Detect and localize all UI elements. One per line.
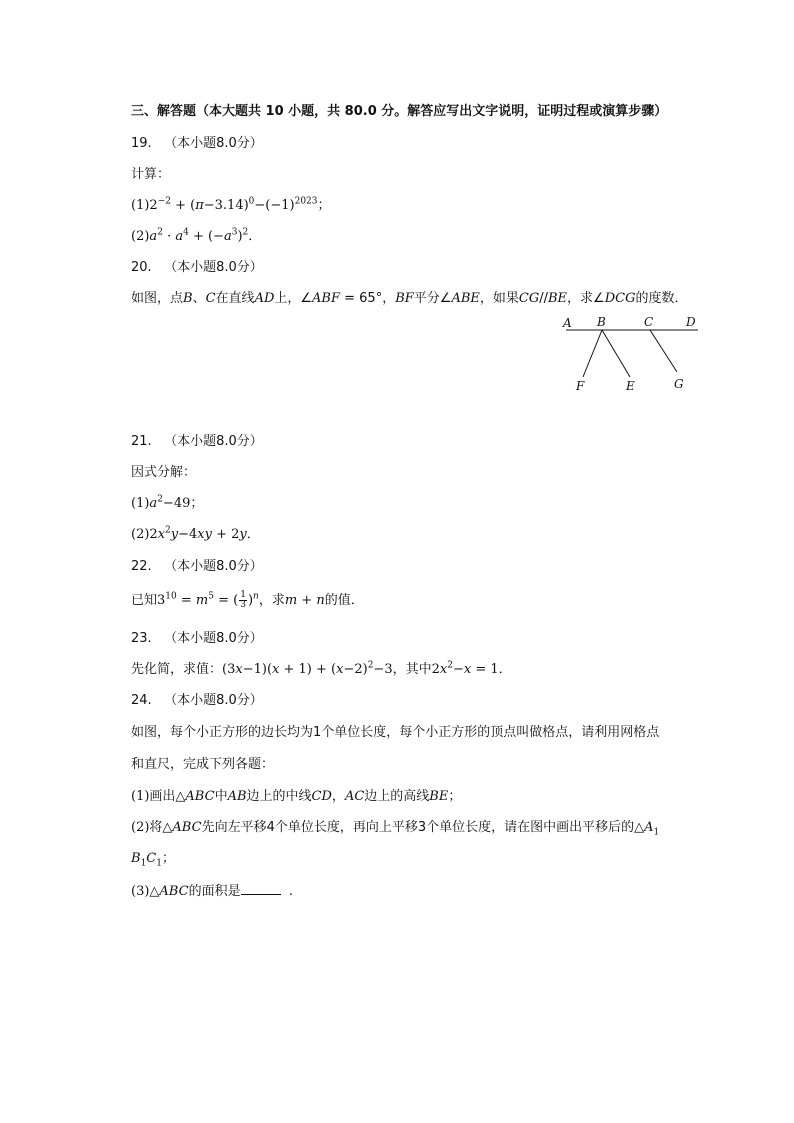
line-be — [602, 330, 630, 377]
section-title: 三、解答题（本大题共 10 小题，共 80.0 分。解答应写出文字说明，证明过程或演算步骤） — [131, 104, 668, 119]
question-number: 20. — [131, 260, 152, 275]
question-23-text: 先化简，求值：$(3x-1)(x + 1) + (x-2)^2-3$，其中$2x^2-x = 1$． — [131, 660, 512, 677]
question-number: 23. — [131, 631, 152, 646]
question-21-header — [131, 433, 263, 451]
answer-blank[interactable] — [241, 882, 281, 895]
label-c: C — [644, 315, 654, 329]
label-e: E — [626, 379, 635, 393]
question-23-header — [131, 630, 263, 648]
label-a: A — [563, 316, 572, 330]
question-24-part-2-line-2: $B_1C_1$； — [131, 851, 175, 869]
question-20-figure — [558, 312, 708, 398]
question-score: （本小题8.0分） — [164, 631, 263, 646]
question-19-header — [131, 135, 263, 153]
label-f: F — [576, 379, 585, 393]
line-bf — [583, 330, 602, 377]
question-score: （本小题8.0分） — [164, 434, 263, 449]
question-number: 22. — [131, 559, 152, 574]
question-number: 19. — [131, 136, 152, 151]
question-number: 21. — [131, 434, 152, 449]
question-24-part-3: (3)△ABC的面积是 . — [131, 884, 293, 899]
question-20-header — [131, 259, 263, 277]
question-score: （本小题8.0分） — [164, 693, 263, 708]
question-24-header — [131, 692, 263, 710]
question-21-part-2: $(2)2x^2y-4xy + 2y$． — [131, 525, 260, 542]
question-19-part-2: $(2)a^2 \cdot a^4 + (-a^3)^2$． — [131, 227, 262, 244]
question-19-part-1: $(1)2^{-2} + (\pi-3.14)^0-(-1)^{2023}$； — [131, 196, 331, 213]
question-24-text-line-2: 和直尺，完成下列各题： — [131, 757, 275, 772]
question-19-intro: 计算： — [131, 167, 171, 182]
question-24-text-line-1: 如图，每个小正方形的边长均为1个单位长度，每个小正方形的顶点叫做格点，请利用网格点 — [131, 725, 660, 740]
question-score: （本小题8.0分） — [164, 559, 263, 574]
label-b: B — [597, 315, 606, 329]
question-24-part-2-line-1: (2)将△ABC先向左平移4个单位长度，再向上平移3个单位长度，请在图中画出平移后的$\triangle A_1$ — [131, 820, 660, 838]
question-score: （本小题8.0分） — [164, 136, 263, 151]
question-20-text: 如图，点B、C在直线AD上，∠ABF = 65°，BF平分∠ABE，如果CG//BE，求∠DCG的度数． — [131, 291, 688, 306]
line-cg — [650, 330, 677, 372]
question-number: 24. — [131, 693, 152, 708]
question-22-text: 已知$3^{10} = m^5$ = ( $\frac{1}{3}$ )$^n$，求m + n的值． — [131, 590, 364, 610]
question-22-header — [131, 558, 263, 576]
question-24-part-1: (1)画出△ABC中AB边上的中线CD，AC边上的高线BE； — [131, 789, 462, 804]
question-score: （本小题8.0分） — [164, 260, 263, 275]
question-21-part-1: $(1)a^2-49$； — [131, 494, 204, 511]
label-d: D — [686, 315, 696, 329]
label-g: G — [674, 377, 684, 391]
question-21-intro: 因式分解： — [131, 465, 197, 480]
